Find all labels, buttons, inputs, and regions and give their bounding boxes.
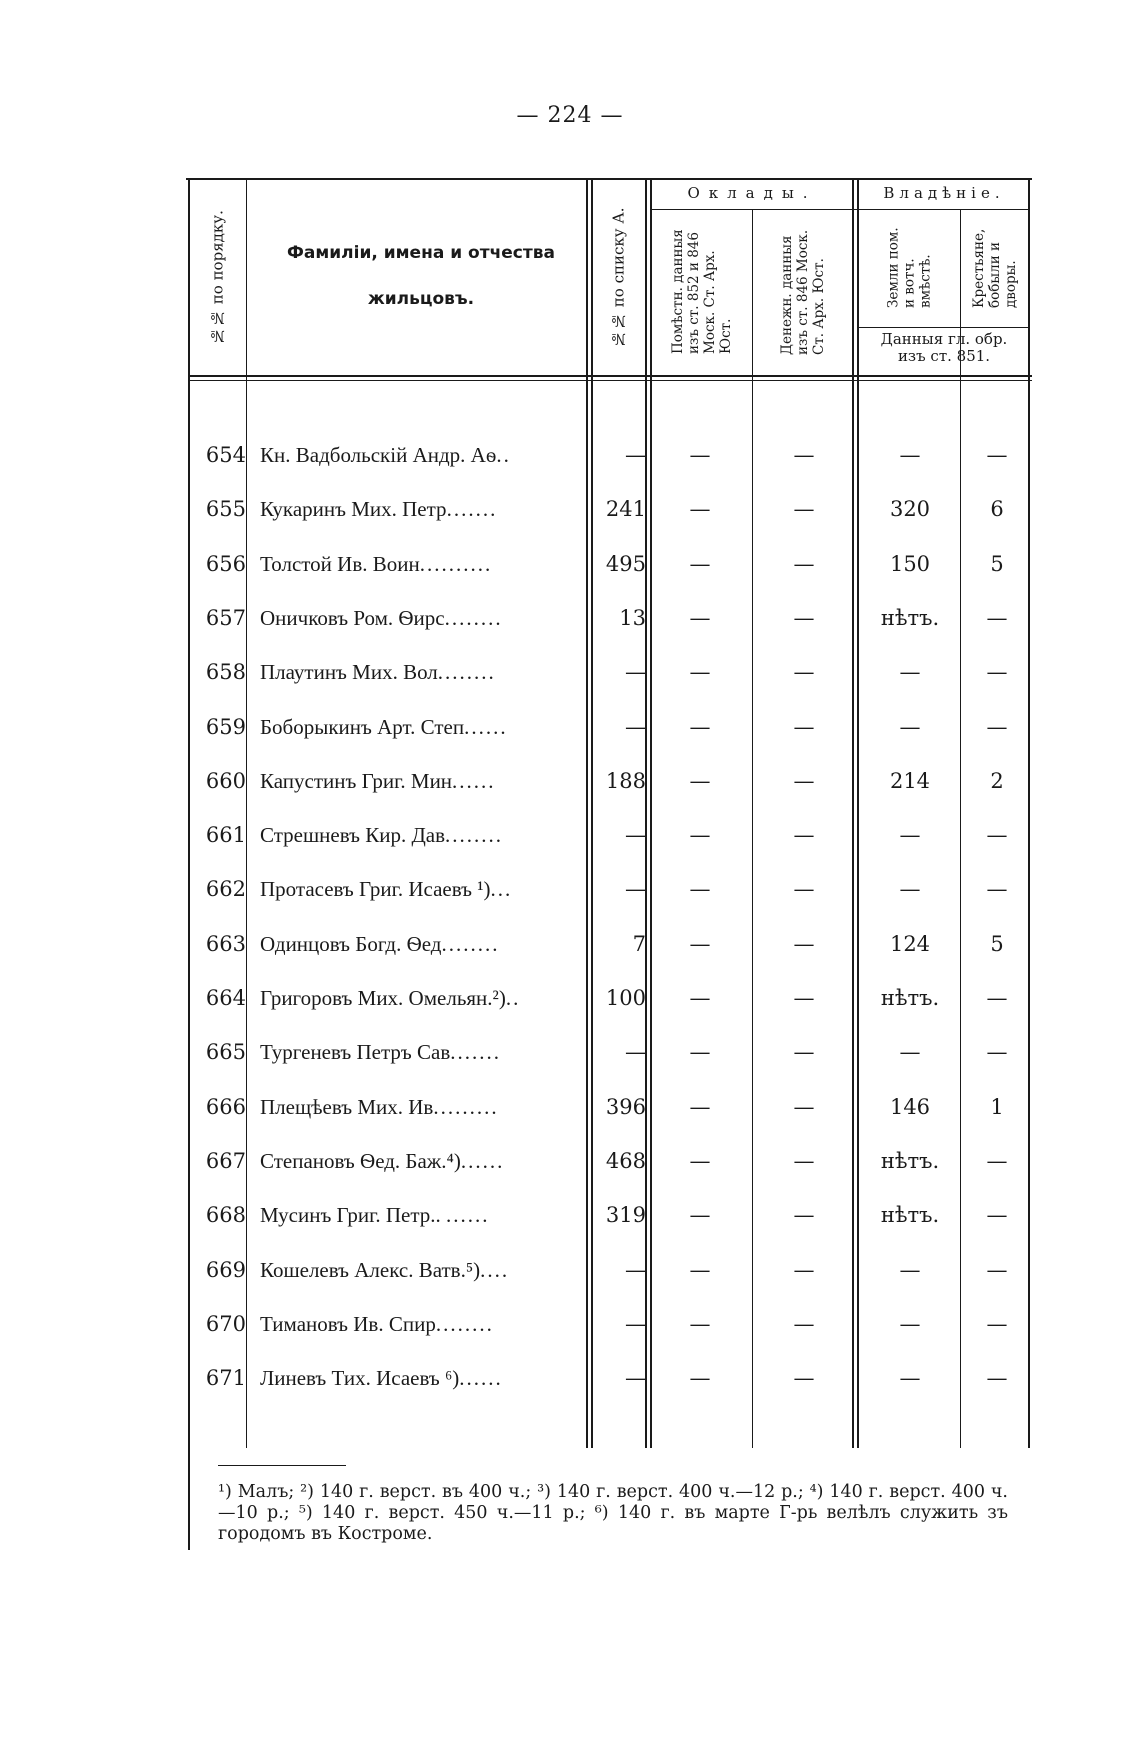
row-number: 664 [205, 986, 246, 1010]
table-row [0, 1250, 1140, 1290]
table-row [0, 1032, 1140, 1072]
header-zemli: Земли пом. и вотч. вмѣстѣ. [885, 227, 934, 309]
oklad-pomestny: — [689, 1366, 711, 1390]
row-number: 659 [205, 715, 246, 739]
list-number: — [625, 1040, 646, 1064]
oklad-pomestny: — [689, 877, 711, 901]
vladenie-krestyane: — [986, 1366, 1008, 1390]
vladenie-zemli: нѣтъ. [880, 1149, 940, 1173]
oklad-denezhny: — [793, 877, 815, 901]
oklad-denezhny: — [793, 823, 815, 847]
resident-name: Мусинъ Григ. Петр.. [260, 1203, 447, 1227]
row-number: 667 [205, 1149, 246, 1173]
resident-name: Тургеневъ Петръ Сав [260, 1040, 451, 1064]
leader-dots: ...... [464, 715, 508, 739]
table-row [0, 761, 1140, 801]
resident-name-cell [260, 652, 585, 692]
oklad-pomestny: — [689, 1258, 711, 1282]
vladenie-krestyane: — [986, 823, 1008, 847]
oklad-pomestny: — [689, 660, 711, 684]
resident-name: Стрешневъ Кир. Дав [260, 823, 446, 847]
vladenie-zemli: — [899, 715, 921, 739]
leader-dots: ....... [446, 497, 498, 521]
row-number: 668 [205, 1203, 246, 1227]
list-number: 241 [605, 497, 646, 521]
resident-name: Григоровъ Мих. Омельян.²) [260, 986, 506, 1010]
resident-name-cell [260, 1087, 585, 1127]
resident-name: Кн. Вадбольскій Андр. Аѳ [260, 443, 497, 467]
table-row [0, 652, 1140, 692]
oklad-pomestny: — [689, 715, 711, 739]
vladenie-krestyane: 5 [990, 552, 1004, 576]
list-number: 13 [619, 606, 646, 630]
header-oklady: Оклады. [687, 184, 817, 202]
row-number: 669 [205, 1258, 246, 1282]
vladenie-zemli: 150 [889, 552, 931, 576]
row-number: 662 [205, 877, 246, 901]
vladenie-zemli: 146 [889, 1095, 931, 1119]
oklad-denezhny: — [793, 769, 815, 793]
vladenie-krestyane: — [986, 606, 1008, 630]
row-number: 656 [205, 552, 246, 576]
oklad-denezhny: — [793, 552, 815, 576]
table-row [0, 978, 1140, 1018]
resident-name-cell [260, 489, 585, 529]
oklad-pomestny: — [689, 823, 711, 847]
leader-dots: ........ [437, 660, 496, 684]
table-row [0, 489, 1140, 529]
vladenie-krestyane: — [986, 1149, 1008, 1173]
header-name: Фамиліи, имена и отчества жильцовъ. [287, 243, 555, 309]
vladenie-krestyane: — [986, 877, 1008, 901]
list-number: 468 [605, 1149, 646, 1173]
vladenie-krestyane: — [986, 660, 1008, 684]
oklad-pomestny: — [689, 1095, 711, 1119]
oklad-denezhny: — [793, 1312, 815, 1336]
header-vladenie-note: Данныя гл. обр. изъ ст. 851. [880, 330, 1008, 365]
resident-name: Кошелевъ Алекс. Ватв.⁵) [260, 1258, 481, 1282]
list-number: — [625, 443, 646, 467]
resident-name: Одинцовъ Богд. Ѳед [260, 932, 442, 956]
oklad-denezhny: — [793, 606, 815, 630]
resident-name: Капустинъ Григ. Мин [260, 769, 453, 793]
resident-name-cell [260, 1032, 585, 1072]
vladenie-krestyane: — [986, 1258, 1008, 1282]
leader-dots: .... [480, 1258, 510, 1282]
resident-name-cell [260, 1141, 585, 1181]
vladenie-krestyane: — [986, 1203, 1008, 1227]
resident-name: Линевъ Тих. Исаевъ ⁶) [260, 1366, 460, 1390]
header-pomestnye: Помѣстн. данныя изъ ст. 852 и 846 Моск. Ст. Арх. Юст. [670, 229, 734, 355]
leader-dots: ....... [450, 1040, 502, 1064]
resident-name-cell [260, 1304, 585, 1344]
row-number: 661 [205, 823, 246, 847]
table-row [0, 544, 1140, 584]
group-header-rule [650, 209, 1030, 210]
table-row [0, 1087, 1140, 1127]
left-border [188, 178, 190, 1550]
vladenie-zemli: — [899, 443, 921, 467]
oklad-denezhny: — [793, 715, 815, 739]
oklad-denezhny: — [793, 1203, 815, 1227]
resident-name: Плаутинъ Мих. Вол [260, 660, 438, 684]
resident-name-cell [260, 1358, 585, 1398]
resident-name-cell [260, 707, 585, 747]
vladenie-zemli: — [899, 877, 921, 901]
oklad-pomestny: — [689, 497, 711, 521]
header-bottom-rule [190, 375, 1032, 377]
vladenie-note-rule [857, 327, 1030, 328]
row-number: 671 [205, 1366, 246, 1390]
resident-name: Тимановъ Ив. Спир [260, 1312, 436, 1336]
vladenie-zemli: нѣтъ. [880, 1203, 940, 1227]
vladenie-zemli: нѣтъ. [880, 606, 940, 630]
row-number: 654 [205, 443, 246, 467]
header-vladenie: Владѣніе. [883, 184, 1005, 202]
vladenie-zemli: 320 [889, 497, 931, 521]
list-number: — [625, 1258, 646, 1282]
leader-dots: ...... [459, 1366, 503, 1390]
leader-dots: ...... [452, 769, 496, 793]
row-number: 660 [205, 769, 246, 793]
header-krestyane: Крестьяне, бобыли и дворы. [971, 228, 1019, 308]
header-denezhnye: Денежн. данныя изъ ст. 846 Моск. Ст. Арх. Юст. [779, 229, 827, 355]
vladenie-krestyane: — [986, 1040, 1008, 1064]
oklad-pomestny: — [689, 1040, 711, 1064]
oklad-denezhny: — [793, 1040, 815, 1064]
resident-name-cell [260, 1195, 585, 1235]
table-row [0, 598, 1140, 638]
vladenie-krestyane: 2 [990, 769, 1004, 793]
table-row [0, 815, 1140, 855]
table-row [0, 1304, 1140, 1344]
oklad-denezhny: — [793, 1149, 815, 1173]
leader-dots: ...... [446, 1203, 490, 1227]
oklad-pomestny: — [689, 443, 711, 467]
row-number: 670 [205, 1312, 246, 1336]
leader-dots: ........ [444, 606, 503, 630]
vladenie-krestyane: 1 [990, 1095, 1004, 1119]
table-row [0, 924, 1140, 964]
table-row [0, 435, 1140, 475]
oklad-pomestny: — [689, 1203, 711, 1227]
row-number: 665 [205, 1040, 246, 1064]
resident-name: Боборыкинъ Арт. Степ [260, 715, 465, 739]
list-number: — [625, 877, 646, 901]
list-number: — [625, 660, 646, 684]
oklad-pomestny: — [689, 606, 711, 630]
table-row [0, 1195, 1140, 1235]
oklad-denezhny: — [793, 1095, 815, 1119]
row-number: 658 [205, 660, 246, 684]
resident-name-cell [260, 978, 585, 1018]
vladenie-krestyane: 6 [990, 497, 1004, 521]
list-number: 188 [605, 769, 646, 793]
list-number: 7 [632, 932, 646, 956]
resident-name: Плещѣевъ Мих. Ив [260, 1095, 434, 1119]
table-row [0, 1141, 1140, 1181]
resident-name-cell [260, 924, 585, 964]
leader-dots: ........ [445, 823, 504, 847]
vladenie-krestyane: — [986, 1312, 1008, 1336]
leader-dots: .......... [419, 552, 493, 576]
vladenie-krestyane: 5 [990, 932, 1004, 956]
list-number: — [625, 1366, 646, 1390]
list-number: 495 [605, 552, 646, 576]
oklad-denezhny: — [793, 443, 815, 467]
resident-name-cell [260, 544, 585, 584]
resident-name-cell [260, 435, 585, 475]
list-number: 100 [605, 986, 646, 1010]
oklad-pomestny: — [689, 1149, 711, 1173]
resident-name: Протасевъ Григ. Исаевъ ¹) [260, 877, 491, 901]
vladenie-zemli: 214 [889, 769, 931, 793]
vladenie-zemli: — [899, 823, 921, 847]
oklad-pomestny: — [689, 986, 711, 1010]
list-number: — [625, 1312, 646, 1336]
vladenie-zemli: — [899, 1312, 921, 1336]
vladenie-zemli: — [899, 1258, 921, 1282]
resident-name: Кукаринъ Мих. Петр [260, 497, 447, 521]
table-top-rule [186, 178, 1032, 180]
oklad-denezhny: — [793, 932, 815, 956]
vladenie-krestyane: — [986, 443, 1008, 467]
row-number: 663 [205, 932, 246, 956]
oklad-denezhny: — [793, 660, 815, 684]
oklad-pomestny: — [689, 932, 711, 956]
oklad-pomestny: — [689, 552, 711, 576]
resident-name-cell [260, 761, 585, 801]
resident-name: Степановъ Ѳед. Баж.⁴) [260, 1149, 461, 1173]
leader-dots: .. [496, 443, 511, 467]
resident-name: Толстой Ив. Воин [260, 552, 420, 576]
leader-dots: ... [490, 877, 513, 901]
oklad-pomestny: — [689, 1312, 711, 1336]
vladenie-krestyane: — [986, 986, 1008, 1010]
resident-name-cell [260, 869, 585, 909]
vladenie-zemli: — [899, 660, 921, 684]
table-row [0, 707, 1140, 747]
list-number: 319 [605, 1203, 646, 1227]
oklad-denezhny: — [793, 1258, 815, 1282]
vladenie-krestyane: — [986, 715, 1008, 739]
header-list-number: №№ по списку А. [609, 207, 628, 348]
leader-dots: ........ [441, 932, 500, 956]
vladenie-zemli: — [899, 1366, 921, 1390]
leader-dots: ......... [433, 1095, 499, 1119]
table-row [0, 1358, 1140, 1398]
footnote-rule [218, 1465, 346, 1466]
row-number: 655 [205, 497, 246, 521]
header-row-number: №№ по порядку. [208, 210, 227, 345]
header-bottom-rule-2 [190, 380, 1032, 381]
resident-name-cell [260, 1250, 585, 1290]
list-number: — [625, 715, 646, 739]
row-number: 666 [205, 1095, 246, 1119]
resident-name-cell [260, 598, 585, 638]
vladenie-zemli: нѣтъ. [880, 986, 940, 1010]
leader-dots: ...... [460, 1149, 505, 1173]
list-number: 396 [605, 1095, 646, 1119]
leader-dots: .. [505, 986, 521, 1010]
oklad-pomestny: — [689, 769, 711, 793]
resident-name: Оничковъ Ром. Ѳирс [260, 606, 445, 630]
table-row [0, 869, 1140, 909]
footnotes: ¹) Малъ; ²) 140 г. верст. въ 400 ч.; ³) 140 г. верст. 400 ч.—12 р.; ⁴) 140 г. верст. 400 ч.—10 р.; ⁵) 140 г. верст. 450 ч.—11 р.; ⁶) 140 г. въ марте Г-рь велѣлъ служить зъ городомъ въ Костроме. [218, 1482, 1008, 1544]
oklad-denezhny: — [793, 1366, 815, 1390]
row-number: 657 [205, 606, 246, 630]
list-number: — [625, 823, 646, 847]
oklad-denezhny: — [793, 986, 815, 1010]
vladenie-zemli: — [899, 1040, 921, 1064]
leader-dots: ........ [435, 1312, 494, 1336]
page-number: — 224 — [516, 103, 624, 128]
resident-name-cell [260, 815, 585, 855]
vladenie-zemli: 124 [889, 932, 931, 956]
oklad-denezhny: — [793, 497, 815, 521]
